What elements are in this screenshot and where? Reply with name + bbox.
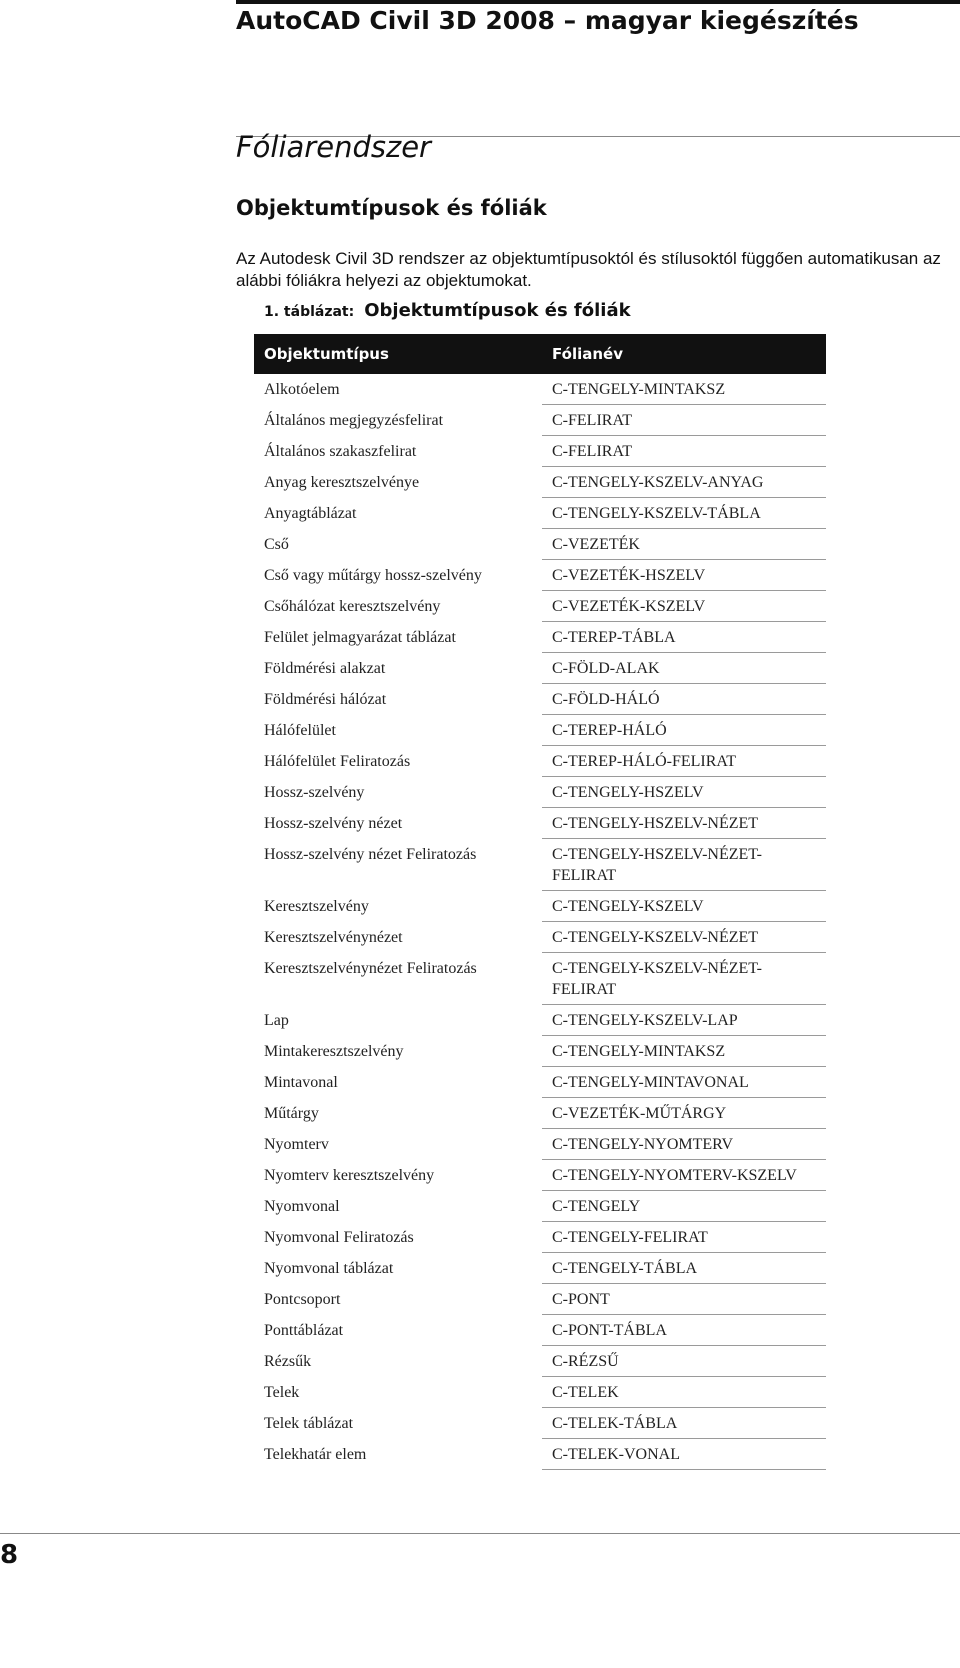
- cell-layer-name: C-TELEK: [542, 1377, 826, 1408]
- table-row: [254, 1098, 826, 1129]
- cell-layer-name: C-TENGELY-MINTAVONAL: [542, 1067, 826, 1098]
- column-header-object-type: Objektumtípus: [254, 334, 542, 374]
- cell-layer-name: C-TEREP-TÁBLA: [542, 622, 826, 653]
- cell-layer-name: C-FELIRAT: [542, 436, 826, 467]
- header-rule: [236, 0, 960, 4]
- table-header-row: [254, 334, 826, 374]
- cell-object-type: Felület jelmagyarázat táblázat: [264, 628, 456, 646]
- cell-layer-name: C-TENGELY-NYOMTERV-KSZELV: [542, 1160, 826, 1191]
- cell-object-type: Hossz-szelvény: [264, 783, 365, 801]
- cell-object-type: Hossz-szelvény nézet Feliratozás: [264, 845, 477, 863]
- cell-object-type: Nyomvonal Feliratozás: [264, 1228, 414, 1246]
- cell-object-type: Alkotóelem: [264, 381, 340, 398]
- table-row: [254, 1036, 826, 1067]
- table-row: [254, 1439, 826, 1470]
- table-row: [254, 808, 826, 839]
- table-row: [254, 498, 826, 529]
- intro-paragraph: Az Autodesk Civil 3D rendszer az objektumtípusoktól és stílusoktól függően automatikusan az alábbi fóliákra helyezi az objektumokat.: [236, 249, 941, 290]
- cell-layer-name: C-TENGELY-HSZELV-NÉZET-FELIRAT: [542, 839, 826, 891]
- table-row: [254, 653, 826, 684]
- table-row: [254, 622, 826, 653]
- cell-object-type: Földmérési hálózat: [264, 690, 387, 708]
- cell-layer-name: C-PONT-TÁBLA: [542, 1315, 826, 1346]
- table-row: [254, 839, 826, 891]
- cell-object-type: Általános megjegyzésfelirat: [264, 411, 444, 429]
- table-row: [254, 922, 826, 953]
- table-row: [254, 746, 826, 777]
- cell-layer-name: C-TENGELY-KSZELV-ANYAG: [542, 467, 826, 498]
- cell-object-type: Telekhatár elem: [264, 1445, 367, 1463]
- cell-layer-name: C-TENGELY-KSZELV-TÁBLA: [542, 498, 826, 529]
- cell-layer-name: C-TENGELY-KSZELV-NÉZET: [542, 922, 826, 953]
- cell-object-type: Általános szakaszfelirat: [264, 442, 417, 460]
- table-body: [254, 374, 826, 1470]
- table-row: [254, 436, 826, 467]
- page-number: 8: [0, 1540, 19, 1570]
- table-row: [254, 1005, 826, 1036]
- cell-layer-name: C-FÖLD-HÁLÓ: [542, 684, 826, 715]
- cell-layer-name: C-RÉZSŰ: [542, 1346, 826, 1377]
- table-caption-number: 1. táblázat:: [264, 304, 355, 320]
- footer-rule: [0, 1533, 960, 1534]
- cell-object-type: Keresztszelvénynézet: [264, 928, 403, 946]
- table-row: [254, 560, 826, 591]
- cell-object-type: Cső vagy műtárgy hossz-szelvény: [264, 566, 482, 584]
- table-row: [254, 1067, 826, 1098]
- cell-object-type: Anyag keresztszelvénye: [264, 473, 420, 491]
- table-caption: [264, 300, 631, 321]
- cell-layer-name: C-TENGELY: [542, 1191, 826, 1222]
- cell-layer-name: C-TENGELY-HSZELV-NÉZET: [542, 808, 826, 839]
- table-row: [254, 715, 826, 746]
- cell-object-type: Földmérési alakzat: [264, 659, 386, 677]
- cell-object-type: Csőhálózat keresztszelvény: [264, 597, 441, 615]
- cell-layer-name: C-TENGELY-FELIRAT: [542, 1222, 826, 1253]
- cell-layer-name: C-VEZETÉK-KSZELV: [542, 591, 826, 622]
- cell-layer-name: C-TENGELY-MINTAKSZ: [542, 374, 826, 405]
- table-row: [254, 374, 826, 405]
- table-row: [254, 953, 826, 1005]
- cell-object-type: Telek: [264, 1383, 300, 1401]
- cell-layer-name: C-TELEK-TÁBLA: [542, 1408, 826, 1439]
- cell-object-type: Nyomvonal: [264, 1197, 340, 1215]
- cell-layer-name: C-FÖLD-ALAK: [542, 653, 826, 684]
- cell-layer-name: C-TELEK-VONAL: [542, 1439, 826, 1470]
- layers-table: [254, 334, 826, 1470]
- table-row: [254, 529, 826, 560]
- table-row: [254, 1408, 826, 1439]
- cell-object-type: Telek táblázat: [264, 1414, 354, 1432]
- table-row: [254, 1377, 826, 1408]
- cell-layer-name: C-TENGELY-KSZELV-LAP: [542, 1005, 826, 1036]
- column-header-layer-name: Fólianév: [542, 334, 826, 374]
- cell-layer-name: C-PONT: [542, 1284, 826, 1315]
- cell-object-type: Cső: [264, 535, 289, 553]
- cell-layer-name: C-TENGELY-TÁBLA: [542, 1253, 826, 1284]
- section-title: Fóliarendszer: [236, 130, 431, 164]
- cell-object-type: Anyagtáblázat: [264, 504, 357, 522]
- table-row: [254, 777, 826, 808]
- table-row: [254, 1191, 826, 1222]
- cell-object-type: Hossz-szelvény nézet: [264, 814, 403, 832]
- table-row: [254, 1346, 826, 1377]
- cell-object-type: Nyomvonal táblázat: [264, 1259, 394, 1277]
- cell-layer-name: C-TENGELY-MINTAKSZ: [542, 1036, 826, 1067]
- cell-object-type: Keresztszelvény: [264, 897, 369, 915]
- table-row: [254, 1160, 826, 1191]
- cell-object-type: Nyomterv keresztszelvény: [264, 1166, 435, 1184]
- cell-object-type: Mintakeresztszelvény: [264, 1042, 404, 1060]
- cell-layer-name: C-TENGELY-NYOMTERV: [542, 1129, 826, 1160]
- cell-layer-name: C-VEZETÉK-MŰTÁRGY: [542, 1098, 826, 1129]
- table-row: [254, 591, 826, 622]
- subsection-title: Objektumtípusok és fóliák: [236, 196, 547, 220]
- cell-layer-name: C-TEREP-HÁLÓ-FELIRAT: [542, 746, 826, 777]
- cell-layer-name: C-TENGELY-KSZELV-NÉZET-FELIRAT: [542, 953, 826, 1005]
- table-row: [254, 1315, 826, 1346]
- cell-object-type: Lap: [264, 1011, 289, 1029]
- cell-layer-name: C-TEREP-HÁLÓ: [542, 715, 826, 746]
- table-row: [254, 1222, 826, 1253]
- cell-object-type: Rézsűk: [264, 1352, 312, 1370]
- cell-object-type: Pontcsoport: [264, 1290, 341, 1308]
- cell-layer-name: C-VEZETÉK-HSZELV: [542, 560, 826, 591]
- cell-object-type: Ponttáblázat: [264, 1321, 344, 1339]
- cell-object-type: Műtárgy: [264, 1104, 319, 1122]
- cell-object-type: Keresztszelvénynézet Feliratozás: [264, 959, 477, 977]
- cell-layer-name: C-TENGELY-KSZELV: [542, 891, 826, 922]
- table-row: [254, 1253, 826, 1284]
- table-row: [254, 684, 826, 715]
- table-row: [254, 405, 826, 436]
- table-row: [254, 467, 826, 498]
- cell-object-type: Nyomterv: [264, 1135, 329, 1153]
- running-header-title: AutoCAD Civil 3D 2008 – magyar kiegészítés: [236, 6, 859, 35]
- table-caption-text: Objektumtípusok és fóliák: [364, 300, 631, 321]
- cell-layer-name: C-TENGELY-HSZELV: [542, 777, 826, 808]
- cell-object-type: Hálófelület: [264, 721, 336, 739]
- table-row: [254, 1284, 826, 1315]
- table-row: [254, 1129, 826, 1160]
- cell-object-type: Hálófelület Feliratozás: [264, 752, 411, 770]
- cell-layer-name: C-VEZETÉK: [542, 529, 826, 560]
- cell-layer-name: C-FELIRAT: [542, 405, 826, 436]
- cell-object-type: Mintavonal: [264, 1073, 338, 1091]
- table-row: [254, 891, 826, 922]
